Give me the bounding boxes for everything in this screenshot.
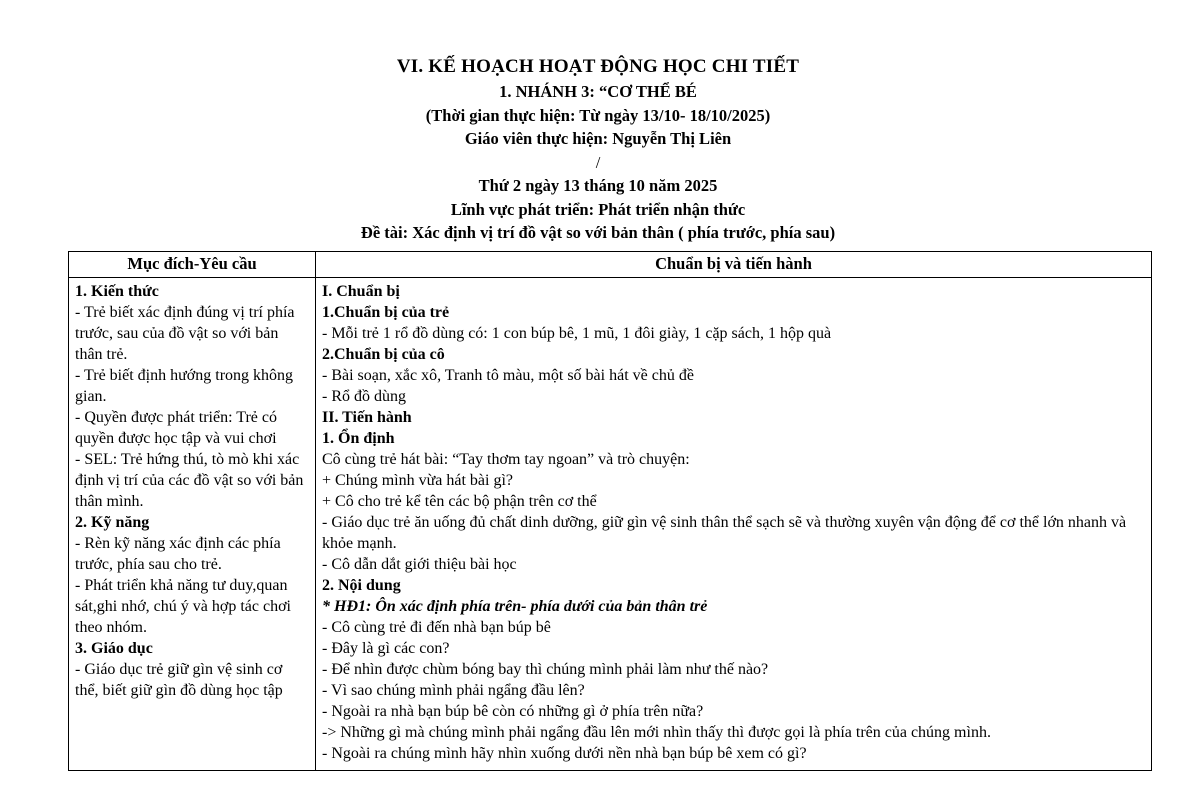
lesson-plan-table	[68, 251, 1152, 771]
procedure-paragraph: 1. Ổn định	[322, 429, 395, 447]
header-line: Giáo viên thực hiện: Nguyễn Thị Liên	[464, 129, 732, 148]
preparation-cell	[316, 277, 1152, 770]
procedure-paragraph: 1.Chuẩn bị của trẻ	[322, 303, 450, 321]
document-header	[0, 53, 1196, 245]
procedure-paragraph: - Ngoài ra chúng mình hãy nhìn xuống dưới nền nhà bạn búp bê xem có gì?	[322, 744, 807, 762]
objective-paragraph: - Trẻ biết xác định đúng vị trí phía trước, sau của đồ vật so với bản thân trẻ.	[75, 303, 295, 363]
objective-paragraph: 1. Kiến thức	[75, 282, 159, 300]
table-header-row	[69, 251, 1152, 277]
header-line: /	[595, 152, 601, 172]
procedure-paragraph: 2. Nội dung	[322, 576, 401, 594]
objective-paragraph: - SEL: Trẻ hứng thú, tò mò khi xác định vị trí của các đồ vật so với bản thân mình.	[75, 450, 304, 510]
procedure-paragraph: - Cô dẫn dắt giới thiệu bài học	[322, 555, 517, 573]
document-title: VI. KẾ HOẠCH HOẠT ĐỘNG HỌC CHI TIẾT	[396, 56, 800, 77]
procedure-paragraph: 2.Chuẩn bị của cô	[322, 345, 445, 363]
header-line: Lĩnh vực phát triển: Phát triển nhận thức	[450, 199, 746, 219]
header-line: Đề tài: Xác định vị trí đồ vật so với bản thân ( phía trước, phía sau)	[360, 223, 836, 242]
procedure-paragraph: - Đây là gì các con?	[322, 639, 450, 657]
objectives-cell	[69, 277, 316, 770]
column-header-objectives: Mục đích-Yêu cầu	[69, 251, 316, 277]
objective-paragraph: - Rèn kỹ năng xác định các phía trước, phía sau cho trẻ.	[75, 534, 281, 573]
objective-paragraph: - Quyền được phát triển: Trẻ có quyền được học tập và vui chơi	[75, 408, 277, 447]
table-body-row	[69, 277, 1152, 770]
procedure-paragraph: I. Chuẩn bị	[322, 282, 400, 300]
objective-paragraph: 3. Giáo dục	[75, 639, 153, 657]
objective-paragraph: - Giáo dục trẻ giữ gìn vệ sinh cơ thể, biết giữ gìn đồ dùng học tập	[75, 660, 283, 699]
procedure-paragraph: - Để nhìn được chùm bóng bay thì chúng mình phải làm như thế nào?	[322, 660, 769, 678]
header-line: (Thời gian thực hiện: Từ ngày 13/10- 18/10/2025)	[425, 105, 771, 125]
procedure-paragraph: - Vì sao chúng mình phải ngẩng đầu lên?	[322, 681, 585, 699]
procedure-paragraph: -> Những gì mà chúng mình phải ngẩng đầu lên mới nhìn thấy thì được gọi là phía trên của chúng mình.	[322, 723, 991, 741]
procedure-paragraph: Cô cùng trẻ hát bài: “Tay thơm tay ngoan” và trò chuyện:	[322, 450, 690, 468]
procedure-paragraph: + Cô cho trẻ kể tên các bộ phận trên cơ thể	[322, 492, 597, 510]
procedure-paragraph: - Mỗi trẻ 1 rổ đồ dùng có: 1 con búp bê, 1 mũ, 1 đôi giày, 1 cặp sách, 1 hộp quà	[322, 324, 832, 342]
objective-paragraph: - Phát triển khả năng tư duy,quan sát,ghi nhớ, chú ý và hợp tác chơi theo nhóm.	[75, 576, 291, 636]
procedure-paragraph: + Chúng mình vừa hát bài gì?	[322, 471, 513, 489]
procedure-paragraph: - Cô cùng trẻ đi đến nhà bạn búp bê	[322, 618, 551, 636]
procedure-paragraph: - Bài soạn, xắc xô, Tranh tô màu, một số bài hát về chủ đề	[322, 366, 694, 384]
procedure-paragraph: * HĐ1: Ôn xác định phía trên- phía dưới của bản thân trẻ	[322, 597, 708, 615]
document-subtitle-block	[0, 80, 1196, 245]
procedure-paragraph: - Ngoài ra nhà bạn búp bê còn có những gì ở phía trên nữa?	[322, 702, 704, 720]
procedure-paragraph: - Rổ đồ dùng	[322, 387, 406, 405]
header-line: Thứ 2 ngày 13 tháng 10 năm 2025	[478, 176, 718, 195]
objective-paragraph: - Trẻ biết định hướng trong không gian.	[75, 366, 294, 405]
procedure-paragraph: - Giáo dục trẻ ăn uống đủ chất dinh dưỡng, giữ gìn vệ sinh thân thể sạch sẽ và thường xuyên vận động để cơ thể lớn nhanh và khỏe mạnh.	[322, 513, 1127, 552]
procedure-paragraph: II. Tiến hành	[322, 408, 412, 426]
header-line: 1. NHÁNH 3: “CƠ THỂ BÉ	[499, 82, 697, 101]
column-header-preparation: Chuẩn bị và tiến hành	[316, 251, 1152, 277]
objective-paragraph: 2. Kỹ năng	[75, 513, 150, 531]
